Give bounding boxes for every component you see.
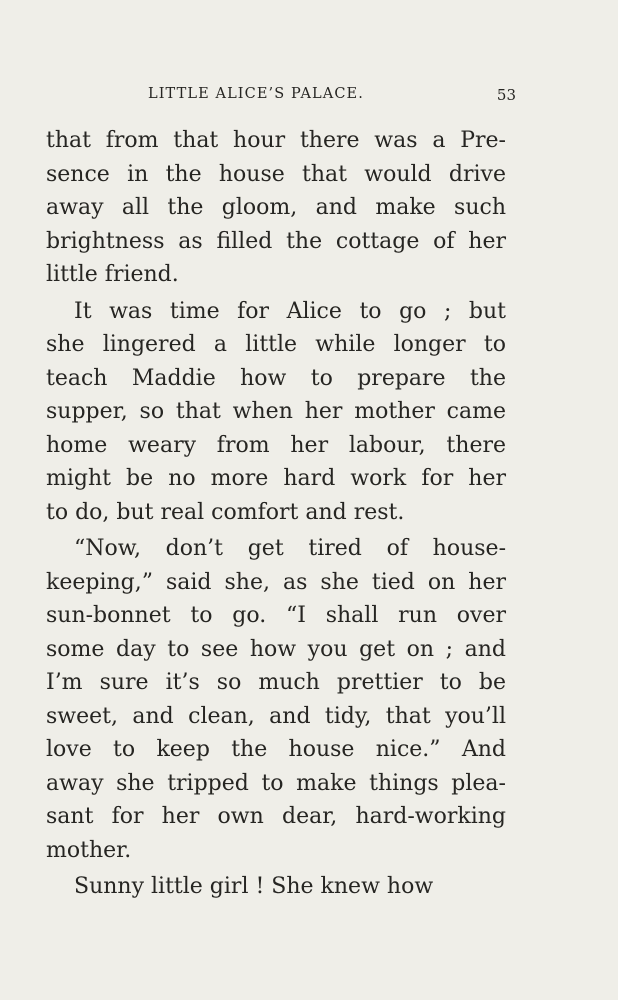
text-line: I’m sure it’s so much prettier to be — [46, 670, 506, 695]
page-number: 53 — [496, 86, 516, 104]
text-line: It was time for Alice to go ; but — [74, 298, 506, 324]
paragraph — [46, 532, 506, 867]
text-line: that from that hour there was a Pre- — [46, 128, 506, 153]
running-title: LITTLE ALICE’S PALACE. — [148, 86, 364, 102]
text-line: supper, so that when her mother came — [46, 399, 506, 424]
text-line: teach Maddie how to prepare the — [46, 365, 506, 391]
text-line: sun-bonnet to go. “I shall run over — [46, 603, 506, 628]
text-line: away all the gloom, and make such — [46, 195, 506, 220]
text-line: she lingered a little while longer to — [46, 332, 506, 357]
text-line: away she tripped to make things plea- — [46, 770, 506, 796]
text-line: sence in the house that would drive — [46, 161, 506, 187]
paragraph — [46, 870, 506, 904]
text-line: love to keep the house nice.” And — [46, 737, 506, 762]
text-line: home weary from her labour, there — [46, 432, 506, 458]
text-line: might be no more hard work for her — [46, 466, 506, 491]
paragraph — [46, 124, 506, 292]
text-line: “Now, don’t get tired of house- — [74, 536, 506, 561]
text-line: sweet, and clean, and tidy, that you’ll — [46, 703, 506, 729]
text-line: little friend. — [46, 262, 179, 287]
running-header — [46, 86, 516, 110]
text-line: keeping,” said she, as she tied on her — [46, 569, 506, 595]
body-text — [46, 124, 506, 904]
text-line: brightness as filled the cottage of her — [46, 228, 506, 254]
text-line: to do, but real comfort and rest. — [46, 499, 405, 525]
text-line: mother. — [46, 837, 132, 863]
paragraph — [46, 295, 506, 530]
text-line: some day to see how you get on ; and — [46, 636, 506, 662]
text-line: Sunny little girl ! She knew how — [74, 874, 434, 899]
text-line: sant for her own dear, hard-working — [46, 804, 506, 829]
